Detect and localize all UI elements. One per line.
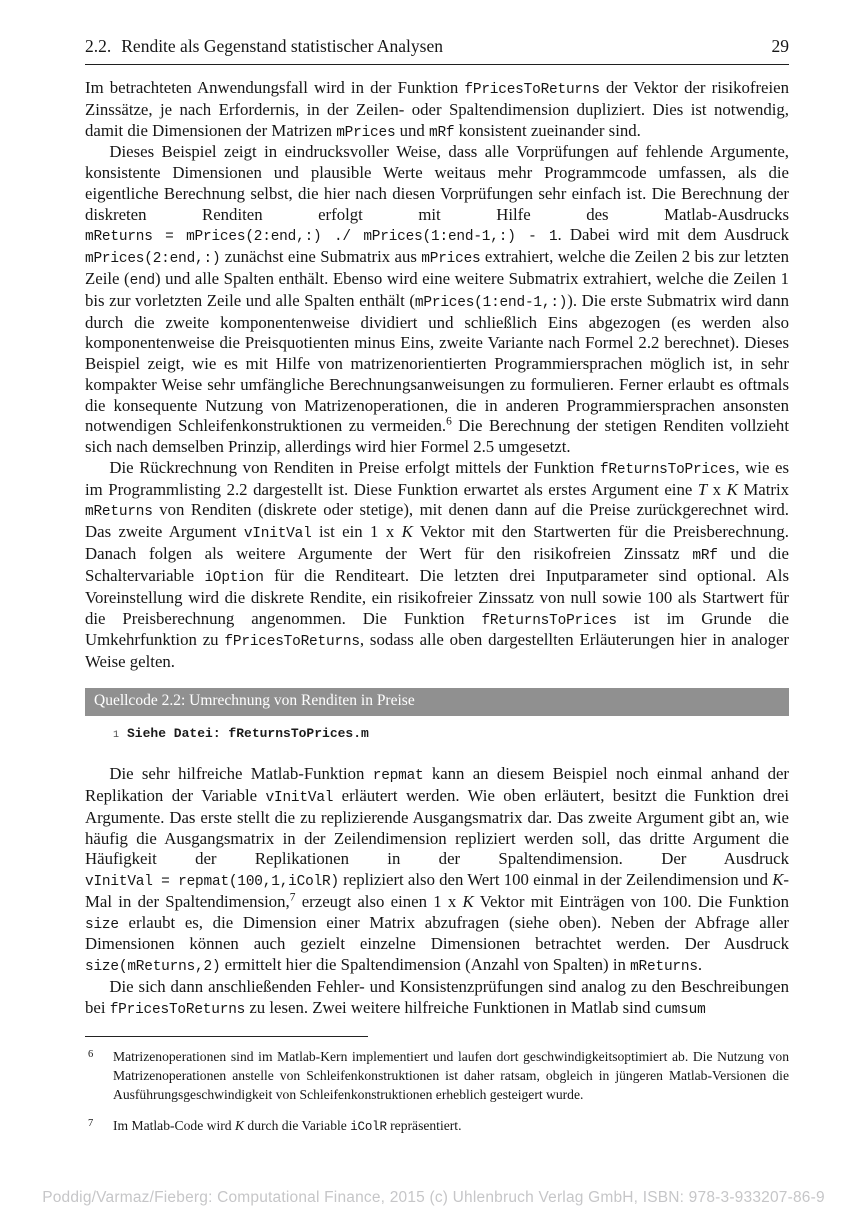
text-run: K bbox=[234, 1117, 245, 1133]
text-run: Die Rückrechnung von Renditen in Preise erfolgt mittels der Funktion bbox=[109, 457, 600, 477]
text-run: Dieses Beispiel zeigt in eindrucksvoller Weise, dass alle Vorprüfungen auf fehlende Argumente, konsistente Dimensionen und plausible Werte weitaus mehr Programmcode umfassen, als die eigentliche Berechnung selbst, die hier nach diesen Vorprüfungen sehr einfach ist. Die Berechnung der diskreten Renditen erfolgt mit Hilfe des Matlab-Ausdrucks bbox=[85, 142, 789, 224]
paragraph bbox=[85, 78, 789, 142]
code-line bbox=[105, 725, 789, 743]
paragraph bbox=[85, 458, 789, 673]
inline-code: iColR bbox=[350, 1119, 387, 1134]
footnote bbox=[85, 1047, 789, 1105]
text-run: T bbox=[697, 479, 708, 499]
text-run: -Mal in der Spaltendimension, bbox=[85, 870, 790, 911]
inline-code: mRf bbox=[429, 124, 455, 141]
page-footer: Poddig/Varmaz/Fieberg: Computational Finance, 2015 (c) Uhlenbruch Verlag GmbH, ISBN: 978-3-933207-86-9 bbox=[42, 1189, 825, 1206]
inline-code: size(mReturns,2) bbox=[85, 959, 221, 976]
paragraphs-bottom bbox=[85, 764, 789, 1019]
text-run: erlaubt es, die Dimension einer Matrix abzufragen (siehe oben). Neben der Abfrage aller Dimensionen können auch gezielt einzelne Dimensionen betrachtet werden. Der Ausdruck bbox=[85, 912, 789, 954]
inline-code: mReturns bbox=[630, 959, 698, 976]
inline-code: mReturns bbox=[85, 504, 153, 521]
text-run: ) und alle Spalten enthält. Ebenso wird eine weitere Submatrix extrahiert, welche die Zeilen 1 bis zur vorletzten Zeile und alle Spalten enthält ( bbox=[85, 269, 789, 310]
text-run: erläutert werden. Wie oben erläutert, besitzt die Funktion drei Argumente. Das erste stellt die zu replizierende Ausgangsmatrix dar. Das zweite Argument gibt an, wie häufig die Ausgangsmatrix in der Zeilendimension repliziert werden soll, das dritte Argument die Häufigkeit der Replikationen in der Spaltendimension. Der Ausdruck bbox=[85, 786, 789, 869]
text-run: Die sehr hilfreiche Matlab-Funktion bbox=[109, 764, 373, 784]
running-head bbox=[85, 36, 789, 65]
text-run: repliziert also den Wert 100 einmal in der Zeilendimension und bbox=[338, 870, 773, 890]
code-text: Siehe Datei: fReturnsToPrices.m bbox=[127, 725, 369, 741]
inline-code: mPrices bbox=[336, 124, 396, 141]
paragraph bbox=[85, 764, 789, 977]
footnote-number: 7 bbox=[88, 1117, 94, 1129]
text-run: K bbox=[772, 870, 784, 890]
text-run: Im Matlab-Code wird bbox=[113, 1117, 235, 1133]
code-listing bbox=[85, 688, 789, 749]
inline-code: mPrices bbox=[421, 251, 481, 268]
text-run: ist ein 1 x bbox=[311, 522, 402, 542]
text-run: . bbox=[697, 955, 703, 975]
inline-code: fPricesToReturns bbox=[464, 82, 600, 98]
inline-code: end bbox=[129, 273, 156, 290]
inline-code: mRf bbox=[692, 548, 718, 565]
paragraphs-top bbox=[85, 78, 789, 673]
page-body bbox=[85, 78, 789, 1136]
paragraph bbox=[85, 977, 789, 1020]
text-run: K bbox=[401, 522, 413, 542]
text-run: erzeugt also einen 1 x bbox=[295, 891, 463, 911]
text-run: ). Die erste Submatrix wird dann durch die zweite komponentenweise dividiert und schließlich Eins abgezogen (es werden also komponentenweise die Preisquotienten minus Eins, zweite Variante nach Formel 2.2 berechnet). Dieses Beispiel zeigt, wie es mit Hilfe von matrizenorientierten Programmiersprachen möglich ist, in sehr kompakter Weise sehr umfängliche Berechnungsanweisungen zu formulieren. Ferner erlaubt es oftmals die konsequente Nutzung von Matrizenoperationen, die in anderen Programmiersprachen ansonsten notwendigen Schleifenkonstruktionen zu vermeiden. bbox=[85, 290, 789, 436]
listing-body bbox=[85, 716, 789, 749]
page-number: 29 bbox=[771, 36, 789, 56]
text-run: Die Berechnung der stetigen Renditen vollzieht sich nach demselben Prinzip, allerdings wird hier Formel 2.5 umgesetzt. bbox=[85, 416, 789, 457]
inline-code: vInitVal = repmat(100,1,iColR) bbox=[85, 874, 339, 891]
text-run: Vektor mit den Startwerten für die Preisberechnung. Danach folgen als weitere Argumente der Wert für den risikofreien Zinssatz bbox=[85, 522, 789, 564]
text-run: zu lesen. Zwei weitere hilfreiche Funktionen in Matlab sind bbox=[245, 997, 655, 1017]
paragraph bbox=[85, 142, 789, 457]
text-run: der Vektor der risikofreien Zinssätze, je nach Erfordernis, in der Zeilen- oder Spaltendimension dupliziert. Dies ist notwendig, damit die Dimensionen der Matrizen bbox=[85, 78, 789, 140]
footnotes bbox=[85, 1047, 789, 1137]
text-run: zunächst eine Submatrix aus bbox=[220, 247, 422, 267]
inline-code: mReturns = mPrices(2:end,:) ./ mPrices(1:end-1,:) - 1 bbox=[85, 229, 558, 246]
text-run: von Renditen (diskrete oder stetige), mit denen dann auf die Preise zurückgerechnet wird. Das zweite Argument bbox=[85, 500, 789, 542]
footnote bbox=[85, 1116, 789, 1137]
inline-code: fReturnsToPrices bbox=[599, 461, 736, 478]
footnote-number: 6 bbox=[88, 1048, 94, 1060]
section-title: Rendite als Gegenstand statistischer Analysen bbox=[121, 36, 443, 56]
text-run: ist im Grunde die Umkehrfunktion zu bbox=[85, 608, 789, 650]
text-run: repräsentiert. bbox=[386, 1117, 462, 1133]
text-run: Vektor mit Einträgen von 100. Die Funktion bbox=[473, 891, 789, 911]
text-run: K bbox=[726, 479, 738, 499]
section-number: 2.2. bbox=[85, 36, 112, 56]
inline-code: vInitVal bbox=[265, 790, 334, 807]
inline-code: cumsum bbox=[654, 1001, 706, 1018]
section-heading bbox=[85, 36, 443, 57]
text-run: K bbox=[462, 891, 474, 911]
text-run: kann an diesem Beispiel noch einmal anhand der Replikation der Variable bbox=[85, 764, 789, 806]
inline-code: vInitVal bbox=[243, 526, 312, 543]
text-run: Matrizenoperationen sind im Matlab-Kern implementiert und laufen dort geschwindigkeitsoptimiert ab. Die Nutzung von Matrizenoperationen anstelle von Schleifenkonstruktionen ist daher ratsam, obgleich in jüngeren Matlab-Versionen die Ausführungsgeschwindigkeit von Schleifenkonstruktionen erheblich gesteigert wurde. bbox=[113, 1048, 789, 1103]
inline-code: mPrices(1:end-1,:) bbox=[414, 294, 568, 311]
text-run: , wie es im Programmlisting 2.2 dargestellt ist. Diese Funktion erwartet als erstes Argument eine bbox=[85, 457, 790, 499]
text-run: und die Schaltervariable bbox=[85, 544, 789, 585]
text-run: Die sich dann anschließenden Fehler- und Konsistenzprüfungen sind analog zu den Beschreibungen bei bbox=[85, 977, 789, 1017]
inline-code: mPrices(2:end,:) bbox=[85, 251, 221, 268]
inline-code: fPricesToReturns bbox=[109, 1001, 246, 1018]
footnote-mark: 7 bbox=[289, 891, 296, 904]
text-run: für die Renditeart. Die letzten drei Inputparameter sind optional. Als Voreinstellung wird die diskrete Rendite, ein risikofreier Zinssatz von null sowie 100 als Startwert für die Preisberechnung angenommen. Die Funktion bbox=[85, 565, 789, 628]
footnote-rule bbox=[85, 1036, 368, 1037]
text-run: Matrix bbox=[737, 479, 789, 499]
text-run: , sodass alle oben dargestellten Erläuterungen hier in analoger Weise gelten. bbox=[85, 630, 789, 672]
footnote-text bbox=[113, 1047, 789, 1105]
text-run: und bbox=[395, 120, 429, 140]
listing-title: Quellcode 2.2: Umrechnung von Renditen in Preise bbox=[85, 688, 789, 716]
inline-code: repmat bbox=[372, 768, 424, 785]
text-run: . Dabei wird mit dem Ausdruck bbox=[557, 225, 790, 245]
text-run: ermittelt hier die Spaltendimension (Anzahl von Spalten) in bbox=[220, 955, 631, 975]
footnote-text bbox=[113, 1116, 789, 1137]
text-run: konsistent zueinander sind. bbox=[454, 120, 641, 140]
text-run: x bbox=[707, 479, 727, 499]
footnote-mark: 6 bbox=[446, 415, 452, 428]
text-run: durch die Variable bbox=[244, 1117, 351, 1133]
inline-code: iOption bbox=[204, 569, 264, 586]
text-run: extrahiert, welche die Zeilen 2 bis zur letzten Zeile ( bbox=[85, 247, 789, 289]
line-number: 1 bbox=[112, 729, 119, 741]
inline-code: size bbox=[85, 916, 119, 933]
text-run: Im betrachteten Anwendungsfall wird in der Funktion bbox=[85, 78, 465, 97]
inline-code: fReturnsToPrices bbox=[481, 612, 617, 629]
inline-code: fPricesToReturns bbox=[224, 634, 360, 651]
